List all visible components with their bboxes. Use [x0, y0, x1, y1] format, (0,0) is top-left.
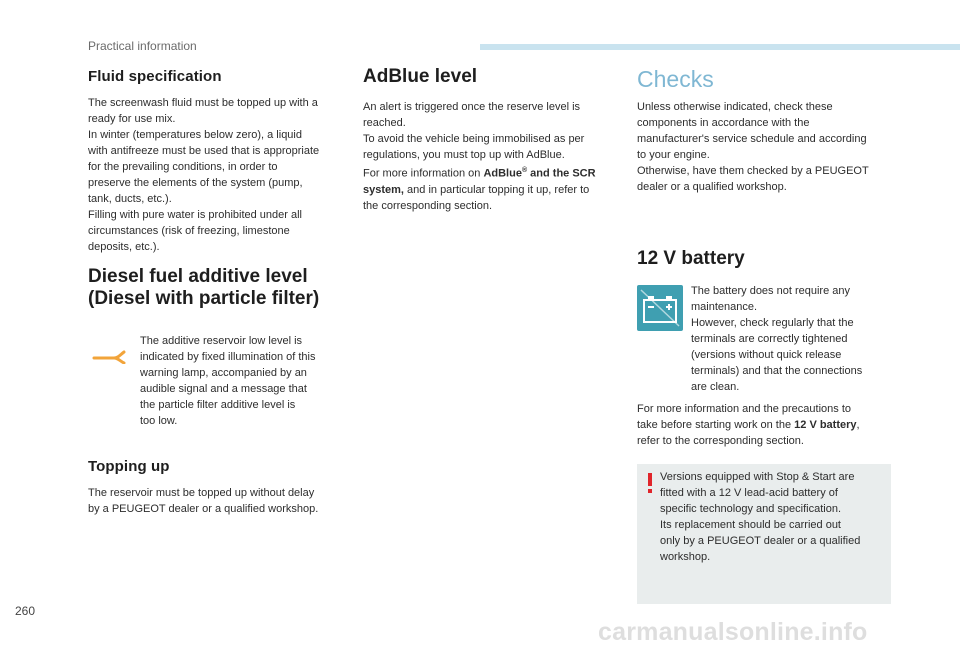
text-line	[363, 163, 623, 182]
adblue-text	[363, 99, 623, 214]
diesel-additive-text	[140, 333, 340, 429]
text-line: for the prevailing conditions, in order to	[88, 161, 278, 173]
watermark: carmanualsonline.info	[598, 618, 868, 646]
text-line	[637, 417, 897, 433]
text-line	[363, 182, 623, 198]
text-line: warning lamp, accompanied by an	[140, 367, 307, 379]
text-line: only by a PEUGEOT dealer or a qualified	[660, 535, 861, 547]
battery-term: 12 V battery	[794, 419, 857, 431]
heading-line: Diesel fuel additive level	[88, 266, 308, 287]
text-line: indicated by fixed illumination of this	[140, 351, 316, 363]
text-line: maintenance.	[691, 301, 758, 313]
text-line: However, check regularly that the	[691, 317, 854, 329]
battery-heading: 12 V battery	[637, 248, 745, 269]
text-line: specific technology and specification.	[660, 503, 841, 515]
text-fragment: For more information on	[363, 167, 484, 180]
warning-text	[660, 469, 885, 565]
text-line: regulations, you must top up with AdBlue.	[363, 149, 565, 161]
text-line: (versions without quick release	[691, 349, 842, 361]
text-fragment: ,	[856, 419, 860, 431]
topping-up-heading: Topping up	[88, 458, 170, 475]
fuel-additive-warning-icon	[92, 348, 128, 364]
text-line: In winter (temperatures below zero), a liquid	[88, 129, 302, 141]
header-accent-bar	[480, 44, 960, 50]
checks-heading: Checks	[637, 66, 714, 92]
scr-term: and the SCR	[527, 167, 596, 180]
text-line: Its replacement should be carried out	[660, 519, 841, 531]
battery-icon	[637, 285, 683, 331]
text-line: Filling with pure water is prohibited under all	[88, 209, 302, 221]
fluid-spec-heading: Fluid specification	[88, 68, 222, 85]
text-line: components in accordance with the	[637, 117, 810, 129]
text-fragment: and in particular topping it up, refer to	[403, 183, 590, 196]
text-line: For more information and the precautions to	[637, 403, 852, 415]
text-line: circumstances (risk of freezing, limestone	[88, 225, 290, 237]
section-label: Practical information	[88, 39, 197, 53]
text-line: audible signal and a message that	[140, 383, 307, 395]
fluid-spec-text	[88, 95, 348, 255]
text-line: The reservoir must be topped up without delay	[88, 487, 315, 499]
adblue-term: AdBlue	[483, 167, 522, 180]
battery-glyph	[637, 285, 683, 331]
text-line: manufacturer's service schedule and according	[637, 133, 867, 145]
text-line: refer to the corresponding section.	[637, 435, 804, 447]
battery-text	[691, 283, 891, 395]
diesel-additive-heading	[88, 266, 319, 310]
text-line: with antifreeze must be used that is appropriate	[88, 145, 320, 157]
battery-more-info	[637, 401, 897, 449]
text-line: To avoid the vehicle being immobilised as per	[363, 133, 585, 145]
text-line: workshop.	[660, 551, 711, 563]
text-line: deposits, etc.).	[88, 241, 160, 253]
text-line: Otherwise, have them checked by a PEUGEOT	[637, 165, 869, 177]
text-line: are clean.	[691, 381, 740, 393]
text-line: terminals) and that the connections	[691, 365, 863, 377]
text-line: Versions equipped with Stop & Start are	[660, 471, 855, 483]
system-term: system,	[363, 183, 404, 196]
text-line: too low.	[140, 415, 178, 427]
text-line: the corresponding section.	[363, 199, 493, 212]
text-line: by a PEUGEOT dealer or a qualified workshop.	[88, 503, 319, 515]
text-line: dealer or a qualified workshop.	[637, 181, 787, 193]
page-number: 260	[15, 604, 36, 618]
topping-up-text	[88, 485, 348, 517]
text-line: The screenwash fluid must be topped up with a	[88, 97, 318, 109]
adblue-heading: AdBlue level	[363, 66, 478, 87]
heading-line: (Diesel with particle filter)	[88, 288, 320, 309]
text-fragment: take before starting work on the	[637, 419, 795, 431]
text-line: The additive reservoir low level is	[140, 335, 303, 347]
checks-text	[637, 99, 897, 195]
exclamation-icon	[646, 473, 654, 493]
text-line: tank, ducts, etc.).	[88, 193, 172, 205]
text-line: reached.	[363, 117, 406, 129]
text-line: the particle filter additive level is	[140, 399, 296, 411]
text-line: to your engine.	[637, 149, 710, 161]
text-line: terminals are correctly tightened	[691, 333, 848, 345]
text-line: fitted with a 12 V lead-acid battery of	[660, 487, 838, 499]
text-line: preserve the elements of the system (pump,	[88, 177, 303, 189]
text-line: Unless otherwise indicated, check these	[637, 101, 833, 113]
text-line: An alert is triggered once the reserve level is	[363, 101, 581, 113]
registered-mark: ®	[521, 167, 528, 174]
text-line: The battery does not require any	[691, 285, 850, 297]
text-line: ready for use mix.	[88, 113, 176, 125]
